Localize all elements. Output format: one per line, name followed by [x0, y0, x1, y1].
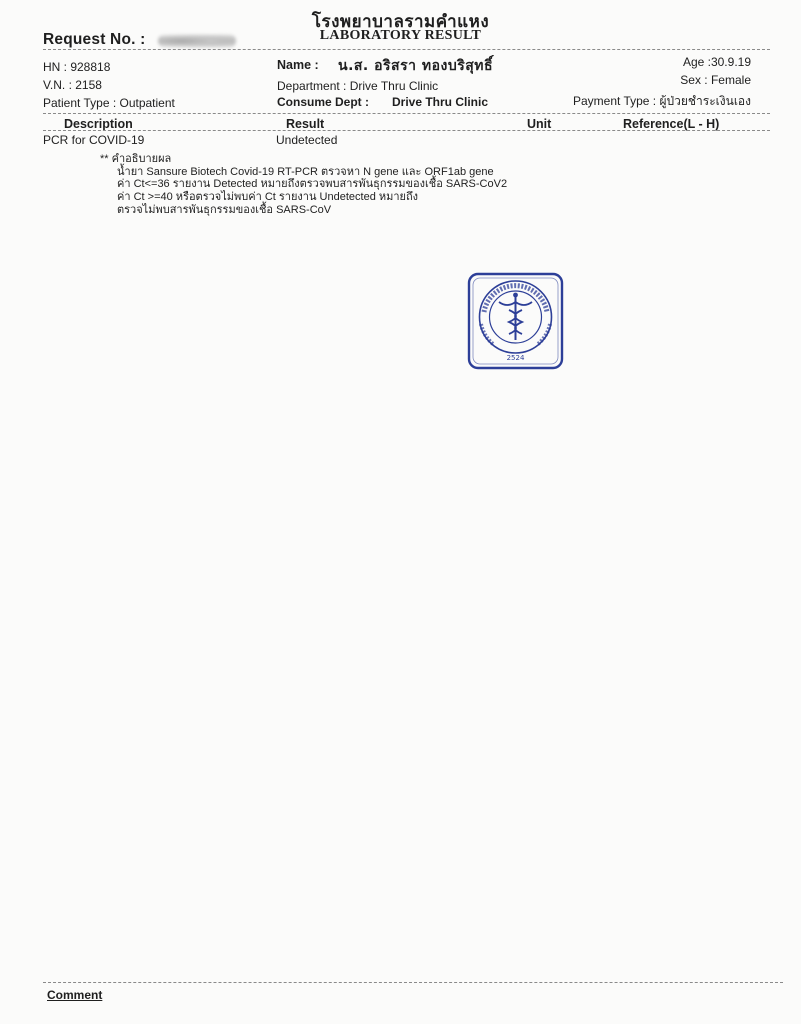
column-header-result: Result	[286, 117, 325, 131]
vn-field: V.N. : 2158	[43, 78, 102, 92]
age-field: Age :30.9.19	[682, 55, 751, 69]
footer-divider	[43, 982, 783, 983]
column-header-unit: Unit	[527, 117, 552, 131]
result-notes	[100, 153, 507, 217]
patient-name: น.ส. อริสรา ทองบริสุทธิ์	[338, 58, 494, 74]
table-row-description: PCR for COVID-19	[43, 133, 145, 147]
note-line: ค่า Ct<=36 รายงาน Detected หมายถึงตรวจพบสารพันธุกรรมของเชื้อ SARS-CoV2	[117, 178, 508, 191]
header-divider	[43, 49, 770, 50]
consume-dept-label: Consume Dept :	[277, 95, 370, 109]
consume-dept-value: Drive Thru Clinic	[392, 95, 489, 109]
name-label: Name :	[277, 58, 319, 72]
note-line: ตรวจไม่พบสารพันธุกรรมของเชื้อ SARS-CoV	[117, 203, 332, 216]
table-header-divider	[43, 130, 770, 131]
seal-year: 2524	[506, 354, 525, 362]
comment-label: Comment	[47, 988, 103, 1002]
payment-type-field: Payment Type : ผู้ป่วยชำระเงินเอง	[572, 94, 751, 108]
redacted-request-number	[158, 34, 236, 48]
request-number-label: Request No. :	[43, 31, 146, 48]
note-line-heading: ** คำอธิบายผล	[100, 153, 172, 165]
info-divider	[43, 113, 770, 114]
department-field: Department : Drive Thru Clinic	[277, 79, 439, 93]
hospital-name: โรงพยาบาลรามคำแหง	[311, 12, 490, 31]
table-row-result: Undetected	[276, 133, 338, 147]
patient-type-field: Patient Type : Outpatient	[43, 96, 175, 110]
hn-field: HN : 928818	[43, 60, 111, 74]
report-title: LABORATORY RESULT	[319, 28, 482, 43]
column-header-reference: Reference(L - H)	[623, 117, 720, 131]
sex-field: Sex : Female	[680, 73, 751, 87]
hospital-seal-stamp	[467, 272, 564, 370]
note-line: ค่า Ct >=40 หรือตรวจไม่พบค่า Ct รายงาน Undetected หมายถึง	[117, 191, 419, 204]
note-line: น้ำยา Sansure Biotech Covid-19 RT-PCR ตรวจหา N gene และ ORF1ab gene	[117, 165, 494, 178]
column-header-description: Description	[64, 117, 133, 131]
